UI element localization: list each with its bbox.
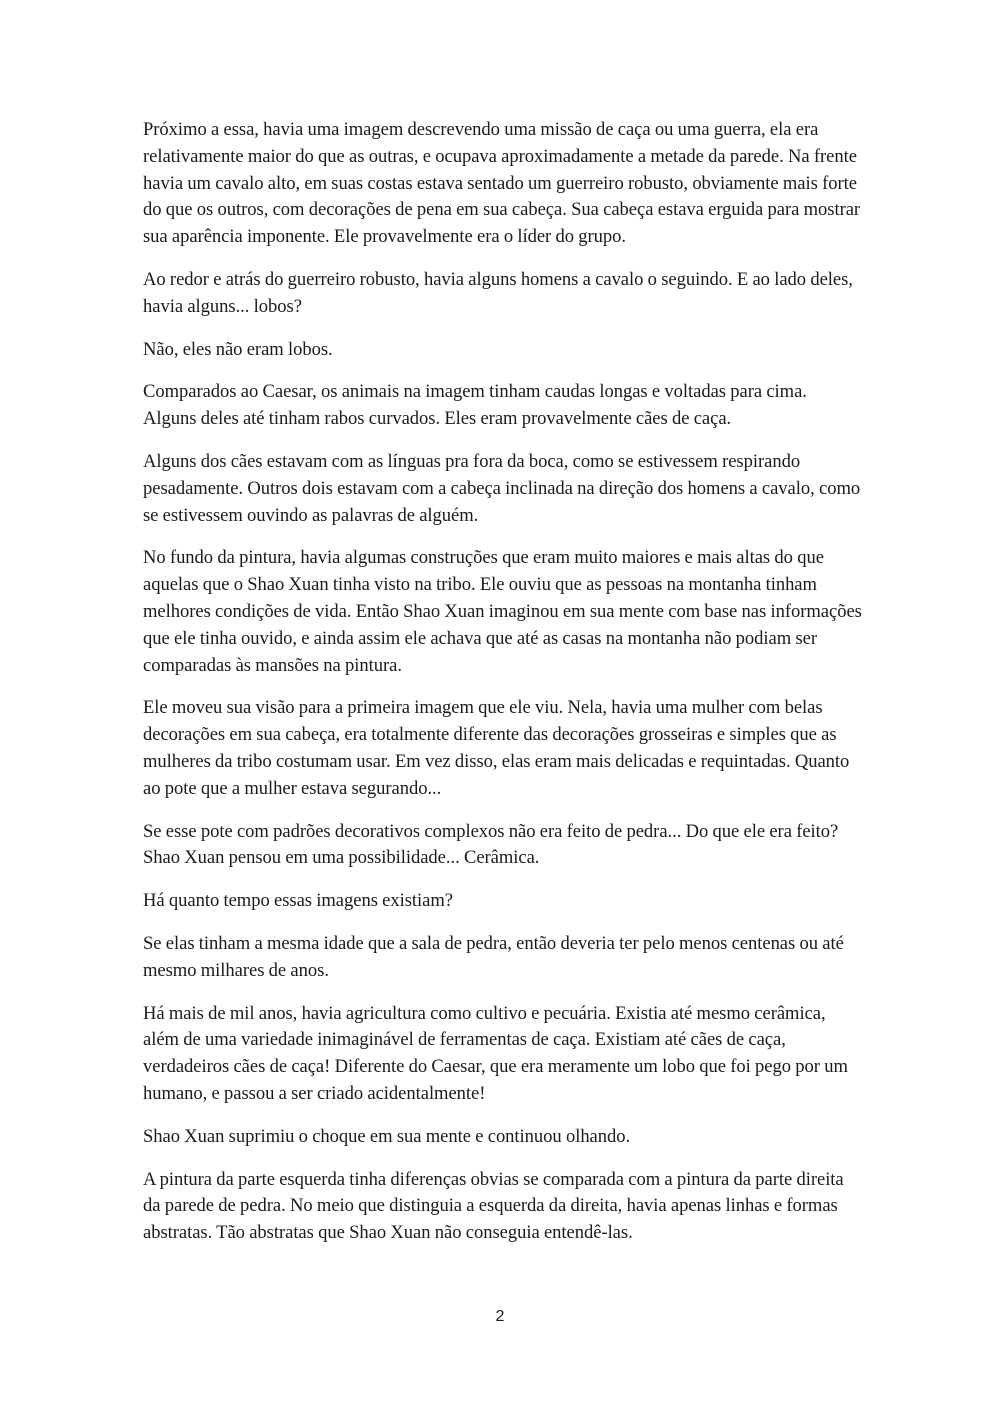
paragraph: Alguns dos cães estavam com as línguas pra fora da boca, como se estivessem respirando pesadamente. Outros dois estavam com a cabeça inclinada na direção dos homens a cavalo, como se estivessem ouvindo as palavras de alguém. <box>143 450 861 526</box>
paragraph: Não, eles não eram lobos. <box>143 338 333 360</box>
page-number: 2 <box>495 1308 505 1325</box>
paragraph: Se elas tinham a mesma idade que a sala de pedra, então deveria ter pelo menos centenas ou até mesmo milhares de anos. <box>143 932 844 981</box>
paragraph: Próximo a essa, havia uma imagem descrevendo uma missão de caça ou uma guerra, ela era relativamente maior do que as outras, e ocupava aproximadamente a metade da parede. Na frente havia um cavalo alto, em suas costas estava sentado um guerreiro robusto, obviamente mais forte do que os outros, com decorações de pena em sua cabeça. Sua cabeça estava erguida para mostrar sua aparência imponente. Ele provavelmente era o líder do grupo. <box>143 119 861 248</box>
paragraph: A pintura da parte esquerda tinha diferenças obvias se comparada com a pintura da parte direita da parede de pedra. No meio que distinguia a esquerda da direita, havia apenas linhas e formas abstratas. Tão abstratas que Shao Xuan não conseguia entendê-las. <box>143 1168 844 1244</box>
paragraph: Ele moveu sua visão para a primeira imagem que ele viu. Nela, havia uma mulher com belas decorações em sua cabeça, era totalmente diferente das decorações grosseiras e simples que as mulheres da tribo costumam usar. Em vez disso, elas eram mais delicadas e requintadas. Quanto ao pote que a mulher estava segurando... <box>143 697 850 799</box>
paragraph: Há quanto tempo essas imagens existiam? <box>143 890 453 912</box>
paragraph: No fundo da pintura, havia algumas construções que eram muito maiores e mais altas do que aquelas que o Shao Xuan tinha visto na tribo. Ele ouviu que as pessoas na montanha tinham melhores condições de vida. Então Shao Xuan imaginou em sua mente com base nas informações que ele tinha ouvido, e ainda assim ele achava que até as casas na montanha não podiam ser comparadas às mansões na pintura. <box>143 547 862 676</box>
document-page <box>143 117 863 1263</box>
paragraph: Ao redor e atrás do guerreiro robusto, havia alguns homens a cavalo o seguindo. E ao lado deles, havia alguns... lobos? <box>143 268 853 317</box>
paragraph: Há mais de mil anos, havia agricultura como cultivo e pecuária. Existia até mesmo cerâmica, além de uma variedade inimaginável de ferramentas de caça. Existiam até cães de caça, verdadeiros cães de caça! Diferente do Caesar, que era meramente um lobo que foi pego por um humano, e passou a ser criado acidentalmente! <box>143 1002 848 1104</box>
paragraph: Shao Xuan suprimiu o choque em sua mente e continuou olhando. <box>143 1125 631 1147</box>
paragraph: Se esse pote com padrões decorativos complexos não era feito de pedra... Do que ele era feito? Shao Xuan pensou em uma possibilidade... Cerâmica. <box>143 820 839 869</box>
paragraph: Comparados ao Caesar, os animais na imagem tinham caudas longas e voltadas para cima. Alguns deles até tinham rabos curvados. Eles eram provavelmente cães de caça. <box>143 381 807 430</box>
